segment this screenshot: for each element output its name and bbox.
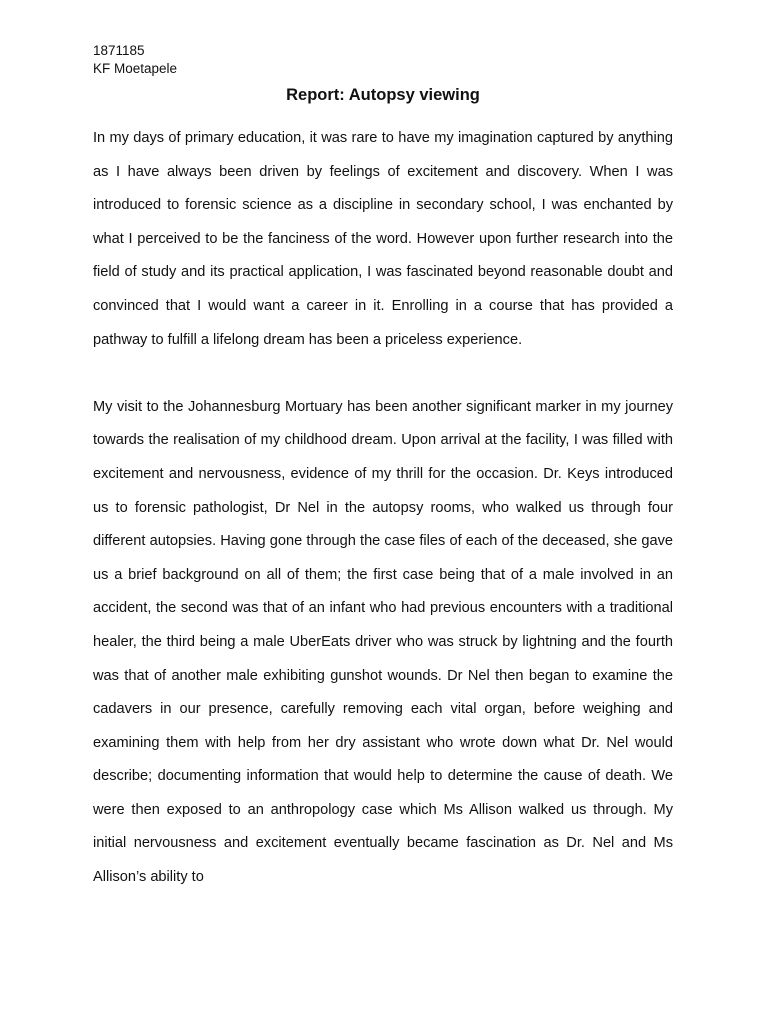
student-name: KF Moetapele — [93, 61, 178, 76]
student-number: 1871185 — [93, 43, 145, 58]
report-body — [93, 122, 673, 895]
report-title: Report: Autopsy viewing — [286, 86, 480, 104]
header-block — [93, 42, 177, 78]
paragraph-2: My visit to the Johannesburg Mortuary has been another significant marker in my journey towards the realisation of my childhood dream. Upon arrival at the facility, I was filled with excitement and nervousness, evidence of my thrill for the occasion. Dr. Keys introduced us to forensic pathologist, Dr Nel in the autopsy rooms, who walked us through four different autopsies. Having gone through the case files of each of the deceased, she gave us a brief background on all of them; the first case being that of a male involved in an accident, the second was that of an infant who had previous encounters with a traditional healer, the third being a male UberEats driver who was struck by lightning and the fourth was that of another male exhibiting gunshot wounds. Dr Nel then began to examine the cadavers in our presence, carefully removing each vital organ, before weighing and examining them with help from her dry assistant who wrote down what Dr. Nel would describe; documenting information that would help to determine the cause of death. We were then exposed to an anthropology case which Ms Allison walked us through. My initial nervousness and excitement eventually became fascination as Dr. Nel and Ms Allison’s ability to — [93, 398, 673, 886]
paragraph-1: In my days of primary education, it was rare to have my imagination captured by anything as I have always been driven by feelings of excitement and discovery. When I was introduced to forensic science as a discipline in secondary school, I was enchanted by what I perceived to be the fanciness of the word. However upon further research into the field of study and its practical application, I was fascinated beyond reasonable doubt and convinced that I would want a career in it. Enrolling in a course that has provided a pathway to fulfill a lifelong dream has been a priceless experience. — [93, 130, 673, 348]
